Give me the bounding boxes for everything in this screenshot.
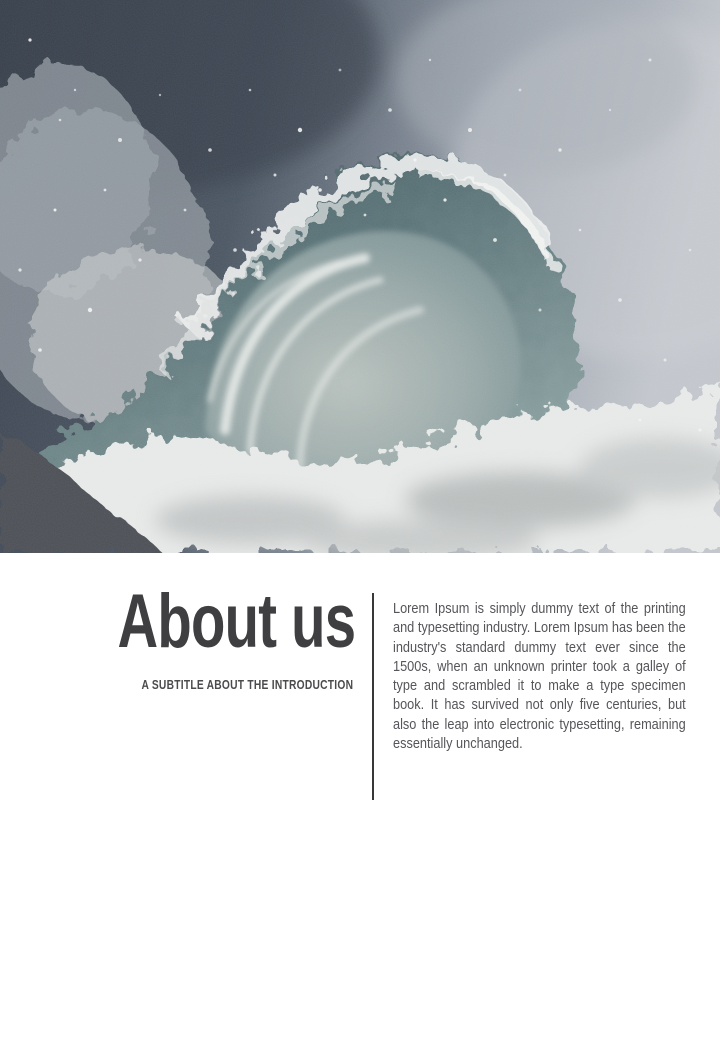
page-subtitle: A SUBTITLE ABOUT THE INTRODUCTION (141, 678, 353, 692)
vertical-divider (372, 593, 374, 800)
intro-paragraph: Lorem Ipsum is simply dummy text of the printing and typesetting industry. Lorem Ipsum has been the industry's standard dummy text ever since the 1500s, when an unknown printer took a galley of type and scrambled it to make a type specimen book. It has survived not only five centuries, but also the leap into electronic typesetting, remaining essentially unchanged. (393, 601, 686, 753)
page-title: About us (117, 579, 355, 664)
